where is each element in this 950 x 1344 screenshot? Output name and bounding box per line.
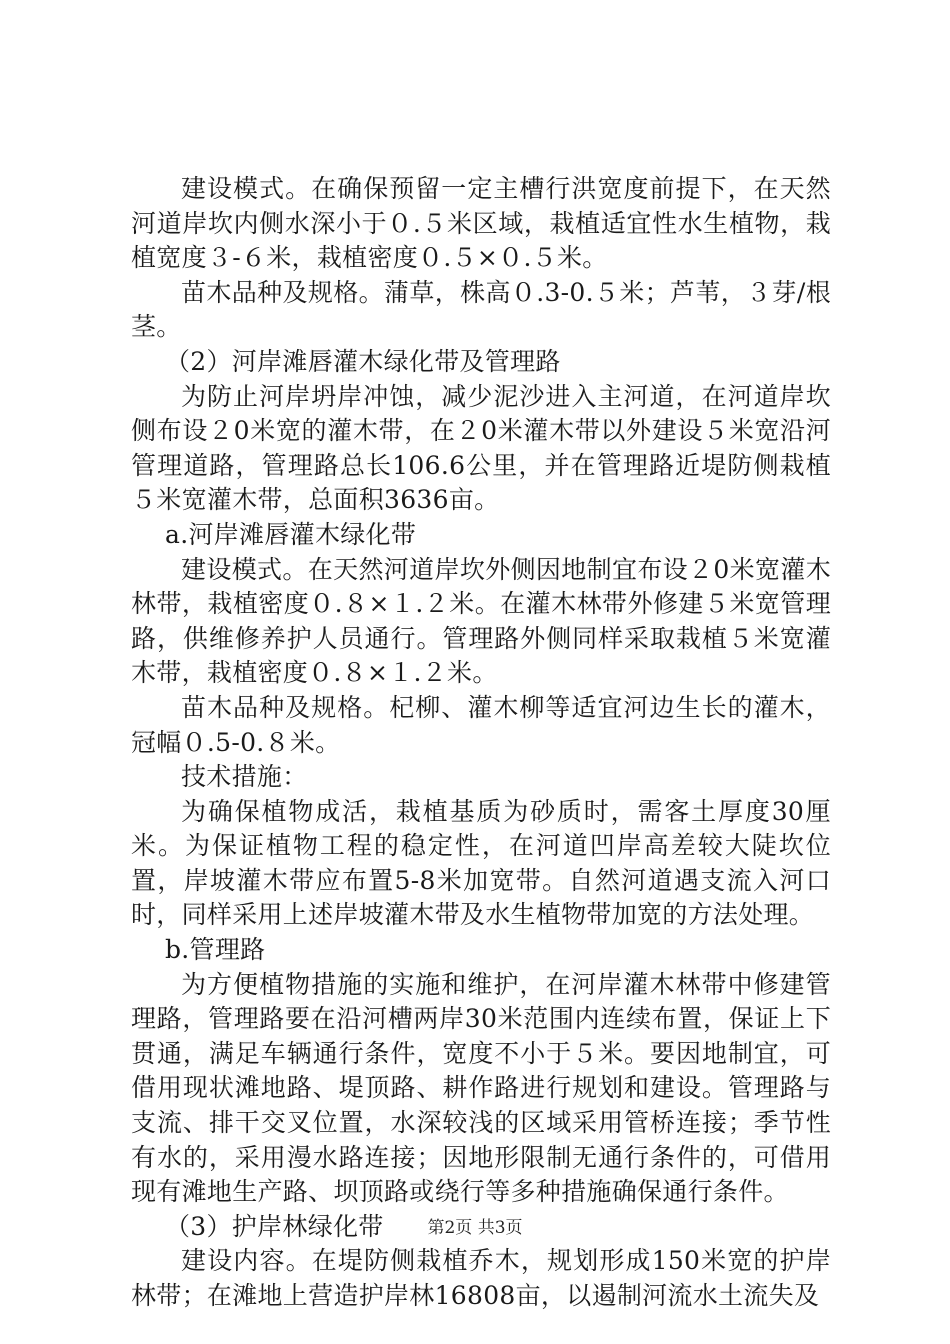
subheading-shrub-greenbelt: a.河岸滩唇灌木绿化带 [165, 519, 417, 549]
document-body [131, 172, 831, 1314]
section-heading-bank-forest: （3）护岸林绿化带 [165, 1211, 384, 1241]
page-footer: 第2页 共3页 [427, 1218, 523, 1238]
paragraph-construction-mode: 建设模式。在确保预留一定主槽行洪宽度前提下，在天然河道岸坎内侧水深小于０.５米区域，栽植适宜性水生植物，栽植宽度３-６米，栽植密度０.５×０.５米。 [131, 174, 831, 273]
paragraph-seedling-specs: 苗木品种及规格。蒲草，株高０.3-0.５米；芦苇，３芽/根茎。 [131, 277, 831, 342]
paragraph-tech-measures: 为确保植物成活，栽植基质为砂质时，需客土厚度30厘米。为保证植物工程的稳定性，在河道凹岸高差较大陡坎位置，岸坡灌木带应布置5-8米加宽带。自然河道遇支流入河口时，同样采用上述岸坡灌木带及水生植物带加宽的方法处理。 [131, 796, 831, 930]
paragraph-management-road: 为方便植物措施的实施和维护，在河岸灌木林带中修建管理路，管理路要在沿河槽两岸30米范围内连续布置，保证上下贯通，满足车辆通行条件，宽度不小于５米。要因地制宜，可借用现状滩地路、堤顶路、耕作路进行规划和建设。管理路与支流、排干交叉位置，水深较浅的区域采用管桥连接；季节性有水的，采用漫水路连接；因地形限制无通行条件的，可借用现有滩地生产路、坝顶路或绕行等多种措施确保通行条件。 [131, 969, 831, 1207]
paragraph-tech-measures-label: 技术措施： [181, 762, 308, 792]
subheading-management-road: b.管理路 [165, 935, 266, 965]
paragraph-shrub-seedling-specs: 苗木品种及规格。杞柳、灌木柳等适宜河边生长的灌木，冠幅０.5-0.８米。 [131, 692, 831, 757]
paragraph-bank-forest-content: 建设内容。在堤防侧栽植乔木，规划形成150米宽的护岸林带；在滩地上营造护岸林16808亩，以遏制河流水土流失及 [131, 1246, 831, 1310]
section-heading-shrub-belt: （2）河岸滩唇灌木绿化带及管理路 [165, 346, 561, 376]
paragraph-shrub-construction-mode: 建设模式。在天然河道岸坎外侧因地制宜布设２0米宽灌木林带，栽植密度０.８×１.２米。在灌木林带外修建５米宽管理路，供维修养护人员通行。管理路外侧同样采取栽植５米宽灌木带，栽植密度０.８×１.２米。 [131, 554, 831, 688]
paragraph-erosion-prevention: 为防止河岸坍岸冲蚀，减少泥沙进入主河道，在河道岸坎侧布设２0米宽的灌木带，在２0米灌木带以外建设５米宽沿河管理道路，管理路总长106.6公里，并在管理路近堤防侧栽植５米宽灌木带，总面积3636亩。 [131, 381, 831, 515]
